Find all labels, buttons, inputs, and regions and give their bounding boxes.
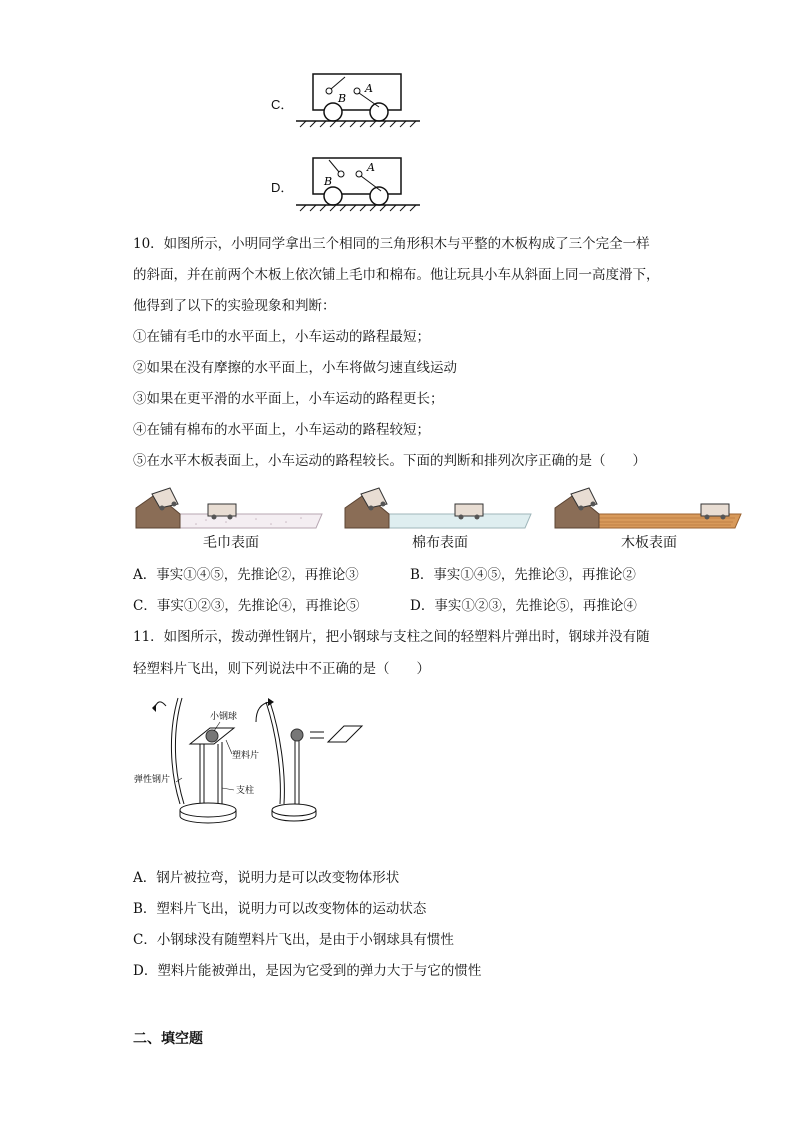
q10-stem-line1: 10．如图所示，小明同学拿出三个相同的三角形积木与平整的木板构成了三个完全一样: [133, 236, 650, 252]
q10-fact-1: ①在铺有毛巾的水平面上，小车运动的路程最短；: [133, 329, 430, 345]
cotton-ramp-figure: [345, 484, 535, 532]
q11-option-c[interactable]: C．小钢球没有随塑料片飞出，是由于小钢球具有惯性: [133, 932, 454, 948]
q11-option-a[interactable]: A．钢片被拉弯，说明力是可以改变物体形状: [133, 870, 400, 886]
caption-towel: 毛巾表面: [203, 535, 259, 551]
cart-figure-d: [296, 154, 426, 214]
section-title-fill-in: 二、填空题: [133, 1031, 203, 1047]
option-c-label: C．: [271, 97, 294, 112]
q10-stem-line3: 他得到了以下的实验现象和判断：: [133, 298, 336, 314]
q10-fact-3: ③如果在更平滑的水平面上，小车运动的路程更长；: [133, 391, 444, 407]
q10-fact-4: ④在铺有棉布的水平面上，小车运动的路程较短；: [133, 422, 430, 438]
label-pillar: 支柱: [236, 786, 255, 796]
q10-stem-line2: 的斜面，并在前两个木板上依次铺上毛巾和棉布。他让玩具小车从斜面上同一高度滑下，: [133, 267, 660, 283]
caption-cotton: 棉布表面: [412, 535, 468, 551]
label-steel: 弹性钢片: [134, 775, 171, 785]
ball-a-label: A: [365, 82, 373, 95]
towel-ramp-figure: [136, 484, 326, 532]
q11-option-b[interactable]: B．塑料片飞出，说明力可以改变物体的运动状态: [133, 901, 427, 917]
caption-wood: 木板表面: [621, 535, 677, 551]
q11-stem-line1: 11．如图所示，拨动弹性钢片，把小钢球与支柱之间的轻塑料片弹出时，钢球并没有随: [133, 629, 650, 645]
q10-option-a[interactable]: A．事实①④⑤，先推论②，再推论③: [133, 567, 359, 583]
q10-fact-5: ⑤在水平木板表面上，小车运动的路程较长。下面的判断和排列次序正确的是（ ）: [133, 453, 646, 469]
option-d-label: D．: [271, 180, 294, 195]
q10-option-b[interactable]: B．事实①④⑤，先推论③，再推论②: [410, 567, 636, 583]
q11-stem-line2: 轻塑料片飞出，则下列说法中不正确的是（ ）: [133, 661, 430, 677]
ball-b-label: B: [338, 92, 347, 105]
q10-option-c[interactable]: C．事实①②③，先推论④，再推论⑤: [133, 598, 360, 614]
q11-option-d[interactable]: D．塑料片能被弹出，是因为它受到的弹力大于与它的惯性: [133, 963, 482, 979]
spring-steel-figure: [130, 692, 370, 827]
label-plastic: 塑料片: [232, 751, 260, 761]
q10-option-d[interactable]: D．事实①②③，先推论⑤，再推论④: [410, 598, 637, 614]
label-small-ball: 小钢球: [210, 712, 238, 722]
wood-ramp-figure: [555, 484, 745, 532]
cart-figure-c: [296, 70, 426, 130]
ball-a-label: A: [367, 161, 375, 174]
ball-b-label: B: [324, 175, 333, 188]
q10-fact-2: ②如果在没有摩擦的水平面上，小车将做匀速直线运动: [133, 360, 457, 376]
